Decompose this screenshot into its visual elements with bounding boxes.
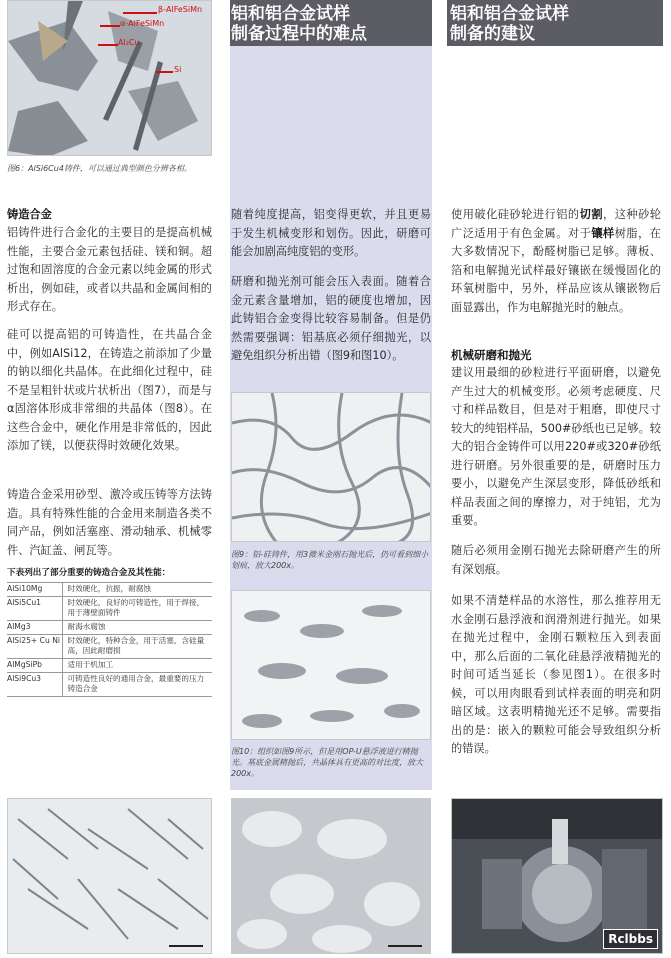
- col3-para-1-d: 树脂，在大多数情况下，酚醛树脂已足够。薄板、箔和电解抛光试样最好镶嵌在缓慢固化的环氧树脂中，另外，样品应该从镶嵌物后面显露出，作为电解抛光时的触点。: [451, 226, 661, 314]
- col3-para-1: [451, 206, 661, 317]
- alloy-name: AlMg3: [7, 621, 62, 635]
- table-row: [7, 635, 212, 659]
- col3-para-3: 随后必须用金刚石抛光去除研磨产生的所有深划痕。: [451, 544, 661, 576]
- col3-para-2: 建议用最细的砂粒进行平面研磨，以避免产生过大的机械变形。必须考虑硬度、尺寸和样品数目，但是对于粗磨，即使尺寸较大的纯铝样品，500#砂纸也已足够。较大的铝合金铸件可以用220#或320#砂纸进行研磨。另外很重要的是，研磨时压力要小，以避免产生深层变形，降低砂纸和样品表面之间的摩擦力，对于纯铝，尤为重要。: [451, 366, 661, 527]
- watermark-logo: Rclbbs: [603, 929, 658, 949]
- alloy-name: AlSi9Cu3: [7, 673, 62, 697]
- bottom-micrograph-eutectic: [231, 798, 431, 954]
- col1-para-3: 铸造合金采用砂型、激冷或压铸等方法铸造。具有特殊性能的合金用来制造各类不同产品，例如活塞座、滑动轴承、机械零件、汽缸盖、闸瓦等。: [7, 488, 212, 557]
- bottom-photo-equipment: [451, 798, 663, 954]
- alloy-name: AlSi10Mg: [7, 583, 62, 597]
- col2-para-1: 随着纯度提高，铝变得更软，并且更易于发生机械变形和划伤。因此，研磨可能会加剧高纯度铝的变形。: [231, 208, 431, 258]
- fig6-label-al2cu: Al₂Cu: [118, 38, 140, 47]
- alloy-table: [7, 582, 212, 697]
- col2-heading-line1: 铝和铝合金试样: [231, 4, 350, 24]
- col3-para-1-a: 使用破化硅砂轮进行铝的: [451, 208, 580, 221]
- alloy-name: AlSi5Cu1: [7, 597, 62, 621]
- table-row: [7, 621, 212, 635]
- fig6-arrow-al2cu: [98, 44, 118, 46]
- alloy-name: AlSi25+ Cu Ni: [7, 635, 62, 659]
- alloy-property: 适用于机加工: [62, 659, 212, 673]
- fig6-arrow-si: [156, 71, 173, 73]
- alloy-property: 时效硬化，抗振，耐腐蚀: [62, 583, 212, 597]
- fig10-micrograph: [231, 590, 431, 740]
- fig9-micrograph: [231, 392, 431, 542]
- alloy-property: 时效硬化，良好的可铸造性，用于焊接，用于薄壁面铸件: [62, 597, 212, 621]
- col1-para-2: 硅可以提高铝的可铸造性，在共晶合金中，例如AlSi12，在铸造之前添加了少量的钠以细化共晶体。在此细化过程中，硅不是呈粗针状或片状析出（图7），而是与α固溶体形成非常细的共晶体（图8）。在这些合金中，硬化作用是非常低的，因此添加了镁，以便获得时效硬化效果。: [7, 328, 212, 452]
- alloy-property: 耐海水腐蚀: [62, 621, 212, 635]
- keyword-cutting: 切割: [579, 208, 604, 221]
- fig10-caption: 图10：组织如图9所示，但是用OP-U悬浮液进行精抛光。基底金属精抛后，共晶体具有更高的对比度，放大200x。: [231, 747, 423, 778]
- table-row: [7, 673, 212, 697]
- table-row: [7, 583, 212, 597]
- col3-para-1-c: ，这种砂轮广泛适用于有色金属。对于: [451, 208, 661, 240]
- fig6-label-alpha: α-AlFeSiMn: [120, 19, 165, 28]
- fig6-arrow-alpha: [100, 25, 120, 27]
- fig6-label-si: Si: [174, 65, 182, 74]
- fig9-micro-svg: [232, 393, 431, 542]
- fig6-micrograph: [7, 0, 212, 156]
- section-title-text: 铸造合金: [7, 208, 52, 221]
- fig6-label-beta: β-AlFeSiMn: [158, 5, 203, 14]
- scale-bar: [388, 945, 422, 947]
- alloy-table-title: 下表列出了部分重要的铸造合金及其性能：: [7, 568, 171, 578]
- col2-heading-line2: 制备过程中的难点: [231, 24, 367, 44]
- col3-subtitle: 机械研磨和抛光: [451, 348, 532, 362]
- keyword-mounting: 镶样: [591, 226, 615, 240]
- col3-para-4: 如果不清楚样品的水溶性，那么推荐用无水金刚石悬浮液和润滑剂进行抛光。如果在抛光过程中，金刚石颗粒压入到表面中，那么后面的二氧化硅悬浮液精抛光的时间可适当延长（参见图1）。在很多时候，可以用肉眼看到试样表面的明亮和阴暗区域。这表明精抛光还不足够。需要指出的是：嵌入的颗粒可能会导致组织分析的错误。: [451, 594, 661, 755]
- fig6-arrow-beta: [123, 12, 157, 14]
- col3-heading-line1: 铝和铝合金试样: [450, 4, 569, 24]
- fig10-micro-svg: [232, 591, 431, 740]
- bottom-micrograph-needles: [7, 798, 212, 954]
- col2-heading: [231, 4, 431, 44]
- alloy-name: AlMgSiPb: [7, 659, 62, 673]
- needles-svg: [8, 799, 212, 954]
- col3-heading: [450, 4, 664, 44]
- fig6-caption: 图6：AlSi6Cu4铸件，可以通过典型颜色分辨各相。: [7, 164, 192, 173]
- scale-bar: [169, 945, 203, 947]
- alloy-property: 时效硬化，特种合金，用于活塞，含硅量高，因此耐磨损: [62, 635, 212, 659]
- col2-para-2: 研磨和抛光剂可能会压入表面。随着合金元素含量增加，铝的硬度也增加，因此铸铝合金变得比较容易制备。但是仍然需要强调：铝基底必须仔细抛光，以避免组织分析出错（图9和图10）。: [231, 275, 431, 362]
- fig9-caption: 图9：铝-硅铸件，用3微米金刚石抛光后，仍可看到细小划痕，放大200x。: [231, 550, 429, 570]
- alloy-property: 可铸造性良好的通用合金，最重要的压力铸造合金: [62, 673, 212, 697]
- eutectic-svg: [232, 799, 431, 954]
- table-row: [7, 597, 212, 621]
- section-title-casting: [7, 206, 212, 225]
- col3-heading-line2: 制备的建议: [450, 24, 535, 44]
- alloy-table-block: [7, 568, 212, 697]
- table-row: [7, 659, 212, 673]
- col1-para-1: 铝铸件进行合金化的主要目的是提高机械性能，主要合金元素包括硅、镁和铜。超过饱和固溶度的合金元素以纯金属的形式析出，例如硅，或者以共晶和金属间相的形式存在。: [7, 226, 212, 313]
